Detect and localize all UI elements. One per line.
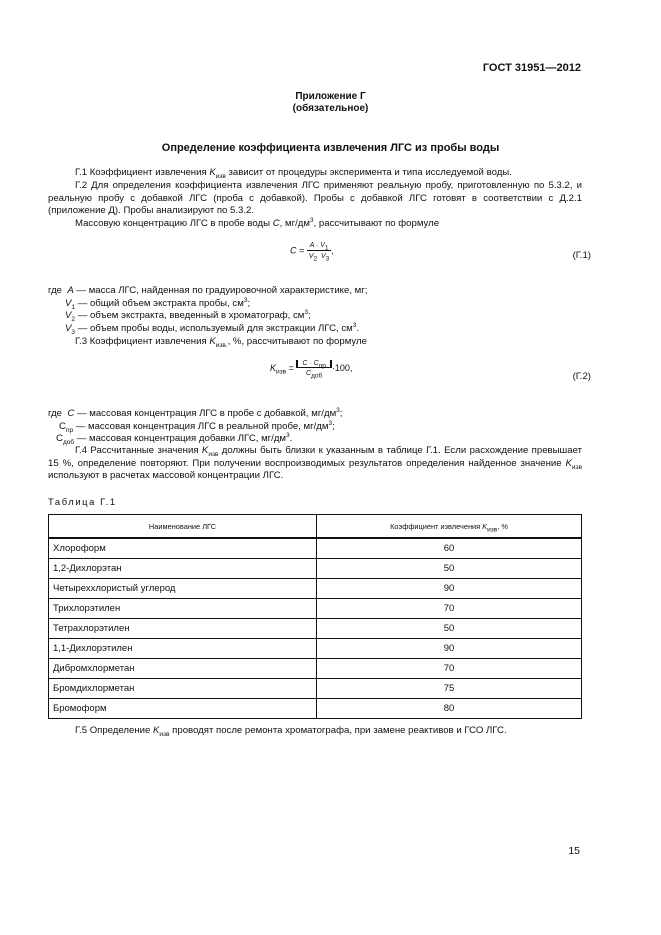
formula-g2-number: (Г.2)	[572, 371, 591, 382]
table-cell-value: 90	[317, 579, 582, 599]
table-row	[49, 679, 582, 699]
recovery-coefficients-table	[48, 514, 582, 719]
table-cell-name: Бромоформ	[49, 699, 317, 719]
table-cell-value: 80	[317, 699, 582, 719]
legend-row: $V_1$ — общий объем экстракта пробы, $см^3$;	[65, 296, 251, 311]
legend-row: $V_3$ — объем пробы воды, используемый для экстракции ЛГС, $см^3$.	[65, 321, 360, 336]
legend-row: $V_2$ — объем экстракта, введенный в хроматограф, $см^3$;	[65, 309, 311, 324]
column-header-name: Наименование ЛГС	[49, 515, 317, 539]
table-cell-name: 1,1-Дихлорэтилен	[49, 639, 317, 659]
table-row	[49, 579, 582, 599]
paragraph-g2: Г.2 Для определения коэффициента извлечения ЛГС применяют реальную пробу, приготовленную по 5.3.2, и реальную пробу с добавкой ЛГС (проба с добавкой). Пробы с добавкой ЛГС готовят в соответствии с Д.2.1 (приложение Д). Пробы анализируют по 5.3.2.	[48, 180, 582, 217]
section-heading: Определение коэффициента извлечения ЛГС из пробы воды	[161, 142, 500, 154]
table-row	[49, 619, 582, 639]
paragraph-g5: Г.5 Определение $K_{изв}$ проводят после ремонта хроматографа, при замене реактивов и ГСО ЛГС.	[75, 725, 507, 738]
page-number: 15	[568, 845, 580, 857]
legend-row: $C_{пр}$ — массовая концентрация ЛГС в реальной пробе, $мг/дм^3$;	[59, 419, 335, 434]
paragraph-g1: Г.1 Коэффициент извлечения $K_{изв}$ зависит от процедуры эксперимента и типа исследуемой воды.	[75, 167, 512, 180]
legend-row: $C_{доб}$ — массовая концентрация добавки ЛГС, $мг/дм^3$.	[56, 432, 293, 447]
table-row	[49, 659, 582, 679]
table-row	[49, 639, 582, 659]
table-cell-name: 1,2-Дихлорэтан	[49, 559, 317, 579]
table-cell-name: Трихлорэтилен	[49, 599, 317, 619]
column-header-coefficient: Коэффициент извлечения $K_{изв}$, %	[317, 515, 582, 539]
table-cell-value: 90	[317, 639, 582, 659]
table-cell-value: 75	[317, 679, 582, 699]
appendix-title: Приложение Г	[295, 91, 366, 102]
formula-g2: $K_{изв}$ = $\frac{C \cdot C_{пр}}{C_{доб}}$ ·100,	[270, 360, 353, 380]
table-cell-name: Тетрахлорэтилен	[49, 619, 317, 639]
table-cell-value: 70	[317, 659, 582, 679]
table-header-row	[49, 515, 582, 539]
appendix-status: (обязательное)	[292, 103, 369, 114]
table-caption: Таблица Г.1	[48, 496, 117, 507]
formula-g1-fraction: $\frac{A \cdot V_1}{V_2 V_3}$	[308, 242, 330, 263]
legend-row: где C — массовая концентрация ЛГС в пробе с добавкой, $мг/дм^3$;	[48, 406, 343, 419]
table-row	[49, 599, 582, 619]
table-row	[49, 559, 582, 579]
formula-g2-legend	[48, 408, 342, 446]
formula-g2-fraction: $\frac{C \cdot C_{пр}}{C_{доб}}$	[296, 360, 331, 377]
document-number: ГОСТ 31951—2012	[482, 62, 581, 74]
paragraph-mass-concentration: Массовую концентрацию ЛГС в пробе воды C, $мг/дм^3$, рассчитывают по формуле	[75, 216, 440, 229]
table-row	[49, 538, 582, 559]
formula-g1: C = $\frac{A \cdot V_1}{V_2 V_3}$ ,	[290, 242, 334, 263]
table-cell-value: 50	[317, 559, 582, 579]
table-cell-value: 50	[317, 619, 582, 639]
formula-g1-number: (Г.1)	[572, 250, 591, 261]
table-cell-name: Четыреххлористый углерод	[49, 579, 317, 599]
table-row	[49, 699, 582, 719]
legend-row: где A — масса ЛГС, найденная по градуировочной характеристике, мг;	[48, 285, 368, 296]
table-cell-value: 70	[317, 599, 582, 619]
formula-g1-legend	[48, 285, 367, 335]
paragraph-g4: Г.4 Рассчитанные значения $K_{изв}$ должны быть близки к указанным в таблице Г.1. Если расхождение превышает 15 %, определение повторяют. При получении воспроизводимых результатов определения найденное значение $K_{изв}$ используют в расчетах массовой концентрации ЛГС.	[48, 445, 582, 482]
table-cell-name: Хлороформ	[49, 538, 317, 559]
table-cell-name: Дибромхлорметан	[49, 659, 317, 679]
table-cell-name: Бромдихлорметан	[49, 679, 317, 699]
table-cell-value: 60	[317, 538, 582, 559]
paragraph-g3: Г.3 Коэффициент извлечения $K_{изв.}$, %, рассчитывают по формуле	[75, 336, 367, 349]
